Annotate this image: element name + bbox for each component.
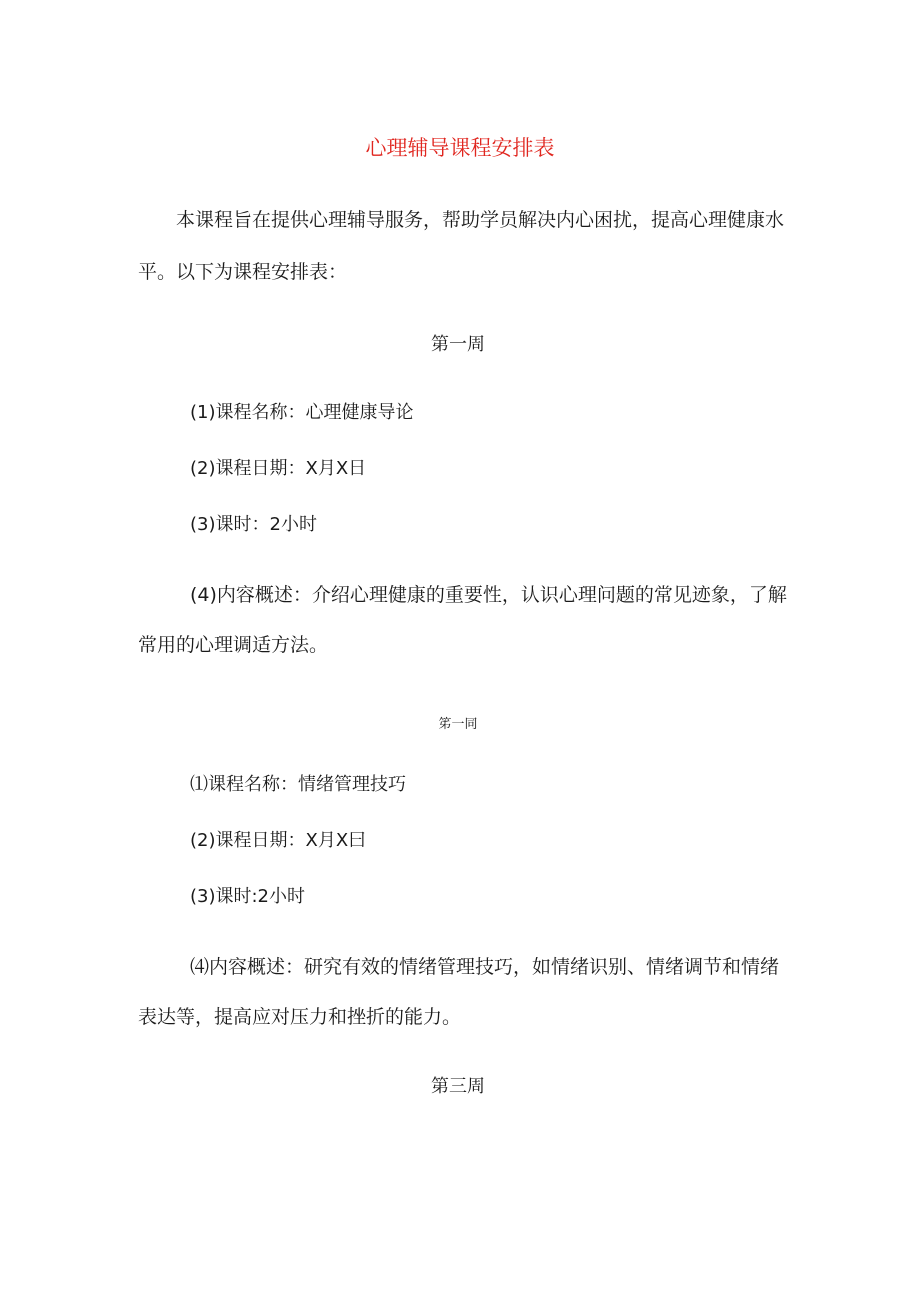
week-1-heading: 第一周 bbox=[431, 334, 485, 355]
week-2-course-date: (2)课程日期：X月X曰 bbox=[190, 830, 367, 851]
week-1-course-date: (2)课程日期：X月X日 bbox=[190, 458, 367, 479]
week-1-course-hours: (3)课时：2小时 bbox=[190, 514, 317, 535]
week-1-course-name: (1)课程名称：心理健康导论 bbox=[190, 402, 414, 423]
week-2-course-summary: ⑷内容概述：研究有效的情绪管理技巧，如情绪识别、情绪调节和情绪表达等，提高应对压力和挫折的能力。 bbox=[138, 956, 780, 1028]
intro-paragraph: 本课程旨在提供心理辅导服务，帮助学员解决内心困扰，提高心理健康水平。以下为课程安排表： bbox=[138, 209, 785, 283]
week-1-course-summary: (4)内容概述：介绍心理健康的重要性，认识心理问题的常见迹象，了解常用的心理调适方法。 bbox=[138, 584, 787, 656]
document-title: 心理辅导课程安排表 bbox=[365, 136, 555, 160]
week-2-heading: 笫一同 bbox=[438, 717, 478, 732]
week-2-course-hours: (3)课时:2小时 bbox=[190, 886, 306, 907]
week-3-heading: 第三周 bbox=[431, 1076, 485, 1097]
week-2-course-name: ⑴课程名称：情绪管理技巧 bbox=[190, 774, 406, 795]
